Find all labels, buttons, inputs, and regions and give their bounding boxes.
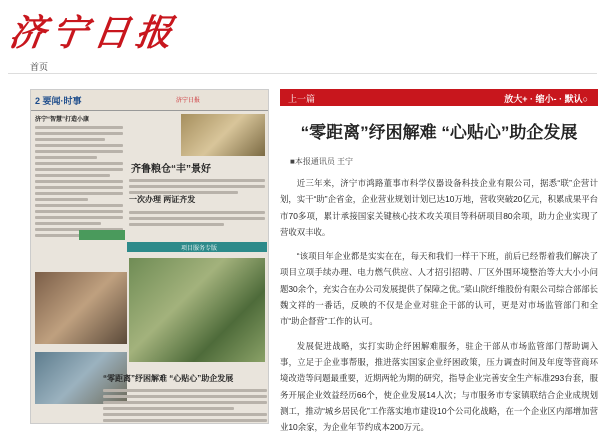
thumb-badge <box>79 230 125 240</box>
thumb-photo <box>181 114 265 156</box>
breadcrumb-home[interactable]: 首页 <box>30 62 49 72</box>
thumb-photo-center <box>129 258 265 362</box>
article-toolbar <box>280 89 598 106</box>
default-size-button[interactable]: 默认○ <box>564 94 588 104</box>
article-paragraph: 发展促进战略，实打实助企纾困解难服务，驻企干部从市场监管部门帮助调入事，立足于企业事帮服，推进落实国家企业纾困政策，压力调查时间及年度等营商环境改造等问题最重要，近期两轮为期的研究，指导企业完善安全生产标准293台套，服务开展企业效益经历66个，使企业发展14人次；与市服务市专家镇联结合企业成规划测工，推动“城乡居民化”工作落实地市建设10个公司化战略，在一个企业区内部增加营业10余家，为企业年节约成本200万元。 <box>280 340 598 433</box>
page-thumbnail[interactable] <box>30 89 269 424</box>
article-paragraph: 近三年来，济宁市鸿路董事市科学仪器设备科技企业有限公司，据悉“联”企营计划，实干“助”企省金，企业营业规划计划已达10万地，营收突破20亿元，积累成果平台市70多项，累计承接国家关键核心技术攻关项目等科研项目80余项，助力企业实现了营收双丰收。 <box>280 178 598 237</box>
masthead <box>0 0 605 58</box>
thumb-section: 2 要闻·时事 <box>35 96 82 106</box>
article-title: “零距离”纾困解难 “心贴心”助企发展 <box>300 123 578 142</box>
zoom-out-button[interactable]: 缩小- <box>535 94 557 104</box>
thumb-bottom-headline[interactable]: “零距离”纾困解难 “心贴心”助企发展 <box>103 374 234 383</box>
font-size-controls: 放大+ · 缩小- · 默认○ <box>504 94 588 104</box>
thumb-logo: 济宁日报 <box>175 98 200 104</box>
thumb-secondary-headline[interactable]: 一次办理 两证齐发 <box>129 195 196 204</box>
divider <box>8 73 597 74</box>
zoom-in-button[interactable]: 放大+ <box>504 94 528 104</box>
thumb-main-headline[interactable]: 齐鲁粮仓“丰”景好 <box>131 164 211 175</box>
newspaper-logo[interactable]: 济宁日报 <box>6 12 181 54</box>
article-body <box>280 175 598 443</box>
prev-article-link[interactable]: 上一篇 <box>288 94 316 104</box>
thumb-teal-tag: 项目服务专版 <box>181 246 218 252</box>
article-paragraph: “该项目年企业都是实实在在，每天和我们一样干下班，前后已经帮着我们解决了项目立项手续办理、电力燃气供应、人才招引招聘、厂区外围环境整治等大大小小问题30余个，充实合在办公司发展提供了保障之优。”菜山院纤维股份有限公司综合部部长魏文祥的一番话，反映的不仅是企业对驻企干部的认可，更是对市场监管部门和全市“助企督营”工作的认可。 <box>280 251 598 327</box>
thumb-left-headline[interactable]: 济宁“智慧”打造小康 <box>35 117 90 123</box>
thumb-photo-left <box>35 272 127 344</box>
article-byline: ■本报通讯员 王宁 <box>290 157 354 166</box>
